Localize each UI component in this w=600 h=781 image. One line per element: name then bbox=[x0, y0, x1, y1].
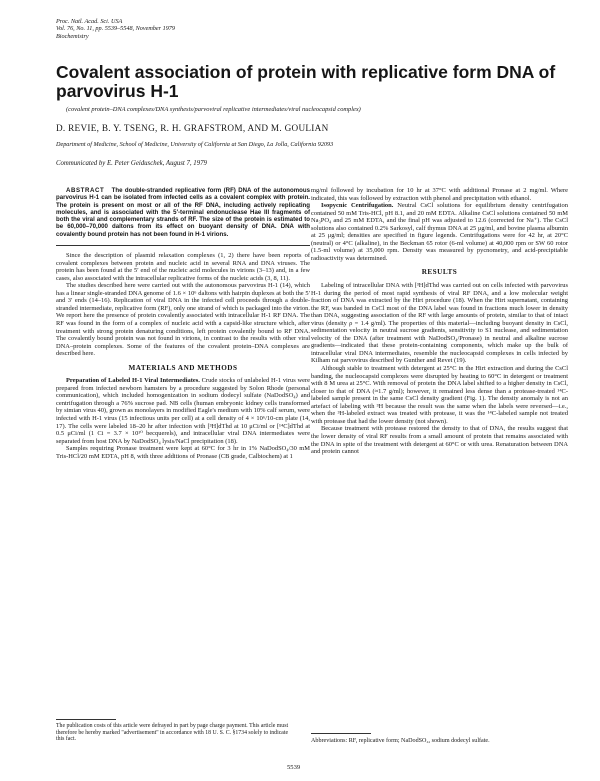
footnote-text: The publication costs of this article were defrayed in part by page charge payment. This article must therefore be hereby marked "advertisement" in accordance with 18 U. S. C. §1734 solely to indicate this fact. bbox=[56, 723, 289, 743]
journal-volume: Vol. 76, No. 11, pp. 5539–5548, November 1979 bbox=[56, 25, 175, 33]
right-column bbox=[311, 187, 568, 456]
abbreviations-text: Abbreviations: RF, replicative form; NaDodSO₄, sodium dodecyl sulfate. bbox=[311, 738, 490, 744]
results-heading: RESULTS bbox=[421, 268, 458, 277]
abstract-divider bbox=[56, 245, 310, 246]
journal-header bbox=[56, 18, 175, 40]
intro-paragraph: The studies described here were carried out with the autonomous parvovirus H-1 (14), which has a linear single-stranded DNA genome of 1.6 × 10⁶ daltons with hairpin duplexes at both the 5′ and 3′ ends (14–16). Replication of viral DNA in the infected cell proceeds through a double-stranded intermediate, replicative form (RF), only one strand of which is packaged into the virion. We report here the presence of protein covalently associated with intracellular H-1 RF DNA. The RF was found in the form of a complex of nucleic acid with a capsid-like structure which, after treatment with strong protein denaturing conditions, left protein covalently bound to RF DNA. The covalently bound protein was not found in virions, in contrast to the results with other viral DNA–protein complexes. Some of the features of the covalent protein–DNA complexes are described here. bbox=[56, 282, 310, 358]
abbreviations-divider bbox=[311, 733, 371, 734]
left-column bbox=[56, 187, 310, 460]
abstract bbox=[56, 187, 310, 238]
methods-paragraph bbox=[311, 202, 568, 262]
abstract-text: The double-stranded replicative form (RF) DNA of the autonomous parvovirus H-1 can be isolated from infected cells as a covalent complex with protein. The protein is present on most or all of the RF DNA, including actively replicating molecules, and is associated with the 5′-terminal endonuclease Hae III fragments of both the viral and complementary strands of RF. The size of the protein is estimated to be 60,000–70,000 daltons from its effect on buoyant density of DNA. DNA with covalently bound protein has not been found in H-1 virions. bbox=[56, 187, 310, 238]
affiliation: Department of Medicine, School of Medicine, University of California at San Diego, La Jolla, California 92093 bbox=[56, 141, 334, 148]
keywords: (covalent protein–DNA complexes/DNA synthesis/parvoviral replicative intermediates/viral nucleocapsid complex) bbox=[66, 106, 361, 113]
methods-paragraph: Samples requiring Pronase treatment were kept at 60°C for 3 hr in 1% NaDodSO₄/30 mM Tris-HCl/20 mM EDTA, pH 8, with three additions of Pronase (CB grade, Calbiochem) at 1 bbox=[56, 445, 310, 460]
paper-title: Covalent association of protein with replicative form DNA of parvovirus H-1 bbox=[56, 62, 556, 101]
abstract-label: ABSTRACT bbox=[66, 187, 105, 194]
methods-subheading: Preparation of Labeled H-1 Viral Intermediates. bbox=[66, 377, 200, 385]
methods-subheading: Isopycnic Centrifugation. bbox=[321, 202, 394, 210]
abbreviations-footnote bbox=[311, 733, 567, 745]
communicated-by: Communicated by E. Peter Geiduschek, August 7, 1979 bbox=[56, 160, 207, 167]
page-number: 5539 bbox=[287, 764, 301, 771]
results-paragraph: Because treatment with protease restored the density to that of DNA, the results suggest that the lower density of viral RF results from a small amount of protein that remains associated with the DNA in spite of the treatment with detergent at 60°C or with urea. Renaturation between DNA and protein cannot bbox=[311, 425, 568, 456]
methods-text: Crude stocks of unlabeled H-1 virus were prepared from infected newborn hamsters by a procedure suggested by Solon Rhode (personal communication), which included homogenization in sodium dodecyl sulfate (NaDodSO₄) and centrifugation through a 76% sucrose pad. NB cells (human embryonic kidney cells transformed by simian virus 40), grown as monolayers in modified Eagle's medium with 10% calf serum, were infected with H-1 virus (15 infectious units per cell) at a cell density of 4 × 10⁶/10-cm plate (14, 17). The cells were labeled 18–20 hr after infection with [³H]dThd at 10 μCi/ml or [¹⁴C]dThd at 0.5 μCi/ml (1 Ci = 3.7 × 10¹⁰ becquerels), and intracellular viral DNA intermediates were separated from host DNA by NaDodSO₄ lysis/NaCl precipitation (18). bbox=[56, 377, 311, 445]
authors: D. REVIE, B. Y. TSENG, R. H. GRAFSTROM, AND M. GOULIAN bbox=[56, 123, 329, 133]
journal-section: Biochemistry bbox=[56, 32, 89, 40]
results-paragraph: Labeling of intracellular DNA with [³H]dThd was carried out on cells infected with parvovirus H-1 during the period of most rapid synthesis of viral RF DNA, and a low molecular weight fraction of DNA was extracted by the Hirt procedure (18). When the Hirt supernatant, containing the RF, was banded in CsCl most of the DNA label was found in fractions much lower in density than DNA, suggesting association of the RF with large amounts of protein, similar to that of intact virus (density ρ = 1.4 g/ml). The properties of this material—including buoyant density in CsCl, sedimentation velocity in neutral sucrose gradients, sensitivity to S1 nuclease, and sedimentation velocity of the DNA (after treatment with NaDodSO₄/Pronase) in neutral and alkaline sucrose gradients—indicated that these protein-containing components, which make up the bulk of intracellular viral DNA intermediates, resemble the nucleocapsid complexes in cells infected by Kilham rat parvovirus described by Gunther and Revet (19). bbox=[311, 282, 568, 365]
methods-continuation: mg/ml followed by incubation for 10 hr at 37°C with additional Pronase at 2 mg/ml. Where indicated, this was followed by extraction with phenol and precipitation with ethanol. bbox=[311, 187, 568, 202]
methods-heading: MATERIALS AND METHODS bbox=[128, 363, 238, 372]
journal-name: Proc. Natl. Acad. Sci. USA bbox=[56, 18, 123, 25]
intro-paragraph: Since the description of plasmid relaxation complexes (1, 2) there have been reports of covalent complexes between protein and nucleic acid in several RNA and DNA viruses. The protein has been found at the 5′ end of the nucleic acid molecules in virions (3–13) and, in a few cases, also associated with the intracellular replicative forms of the nucleic acids (3, 8, 11). bbox=[56, 252, 310, 282]
publication-footnote bbox=[56, 719, 292, 743]
results-paragraph: Although stable to treatment with detergent at 25°C in the Hirt extraction and during the CsCl banding, the nucleocapsid complexes were disrupted by heating to 60°C in detergent or treatment with 8 M urea at 25°C. With removal of protein the DNA label shifted to a higher density in CsCl, closer to that of DNA (≈1.7 g/ml); however, it remained less dense than a protease-treated ¹⁴C-labeled sample present in the same CsCl density gradient (Fig. 1). The density anomaly is not an artefact of labeling with ³H because the result was the same when the labels were reversed—i.e., when the ³H-labeled extract was treated with protease, it was the ¹⁴C-labeled sample not treated with protease that had the lower density (not shown). bbox=[311, 365, 568, 425]
methods-text: Neutral CsCl solutions for equilibrium density centrifugation contained 50 mM Tris-HCl, pH 8.1, and 20 mM EDTA. Alkaline CsCl solutions contained 50 mM Na₃PO₄ and 25 mM EDTA, and the final pH was adjusted to 12.6 (corrected for Na⁺). The CsCl solutions also contained 0.2% Sarkosyl, calf thymus DNA at 25 μg/ml, and bovine plasma albumin at 25 μg/ml; densities are specified in figure legends. Centrifugations were for 42 hr, at 20°C (neutral) or 4°C (alkaline), in the Beckman 65 rotor (6-ml volume) at 40,000 rpm or SW 60 rotor (1.5-ml volume) at 35,000 rpm. Density was measured by pycnometry, and acid-precipitable radioactivity was determined. bbox=[311, 202, 568, 262]
methods-paragraph bbox=[56, 377, 310, 445]
footnote-divider bbox=[56, 719, 116, 720]
